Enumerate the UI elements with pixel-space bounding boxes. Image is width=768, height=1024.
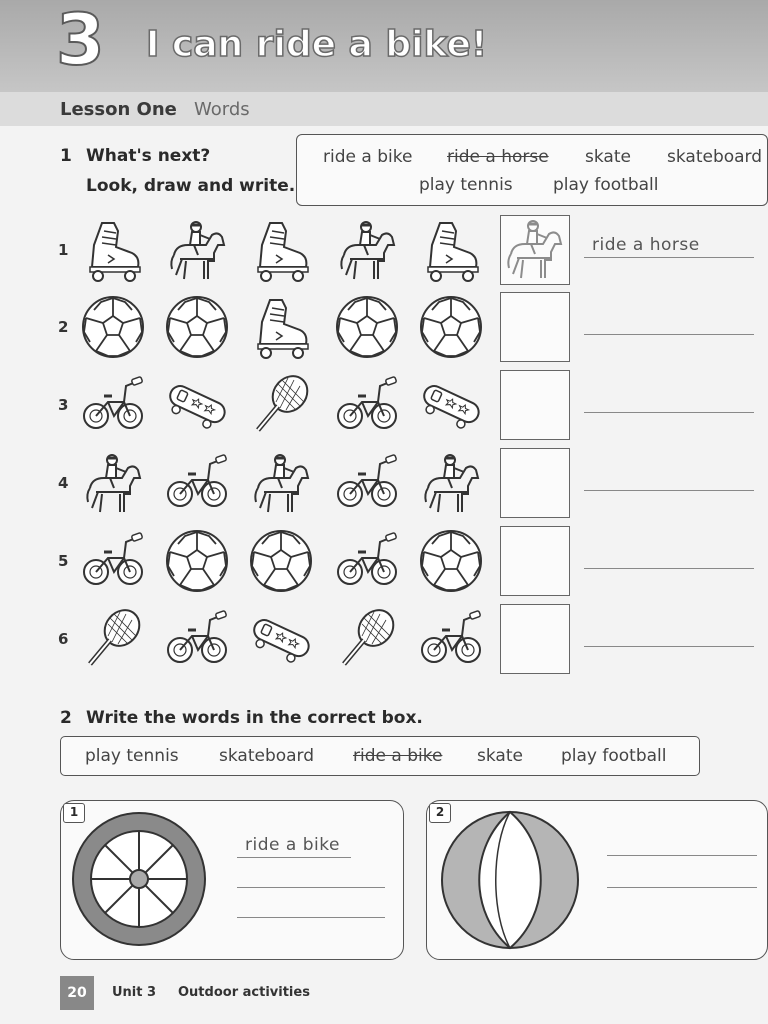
football-icon: [418, 528, 484, 594]
exercise-2-word-bank: [60, 736, 700, 776]
football-icon: [80, 294, 146, 360]
word-bank-item: skate: [477, 746, 523, 766]
skateboard-icon: [164, 372, 230, 438]
football-icon: [334, 294, 400, 360]
bike-icon: [334, 528, 400, 594]
horse-icon: [248, 450, 314, 516]
skate-icon: [248, 294, 314, 360]
skate-icon: [248, 217, 314, 283]
football-icon: [164, 294, 230, 360]
skate-icon: [418, 217, 484, 283]
row-number: 6: [58, 630, 69, 648]
row-number: 5: [58, 552, 69, 570]
row-number: 2: [58, 318, 69, 336]
skateboard-icon: [418, 372, 484, 438]
word-bank-item: skate: [585, 147, 631, 167]
skate-icon: [80, 217, 146, 283]
answer-line[interactable]: [607, 887, 757, 888]
answer-line[interactable]: [584, 334, 754, 335]
tennis-racket-icon: [80, 606, 146, 672]
horse-icon: [334, 217, 400, 283]
row-answer: ride a horse: [592, 235, 700, 255]
horse-icon: [80, 450, 146, 516]
card-answer: ride a bike: [245, 835, 340, 855]
word-bank-item: play football: [561, 746, 667, 766]
word-bank-item-struck: ride a bike: [353, 746, 443, 766]
answer-line[interactable]: [584, 490, 754, 491]
ball-icon: [439, 807, 581, 953]
football-icon: [164, 528, 230, 594]
bike-wheel-icon: [69, 809, 209, 949]
bike-icon: [334, 450, 400, 516]
card-number: 1: [63, 803, 85, 823]
word-bank-item: ride a bike: [323, 147, 413, 167]
exercise-1-instruction-line2: Look, draw and write.: [86, 176, 296, 196]
drawing-box[interactable]: [500, 370, 570, 440]
footer-topic: Outdoor activities: [178, 985, 310, 1000]
bike-icon: [164, 606, 230, 672]
skateboard-icon: [248, 606, 314, 672]
horse-icon: [418, 450, 484, 516]
drawing-box[interactable]: [500, 526, 570, 596]
footer-unit: Unit 3: [112, 985, 157, 1000]
word-bank-item: play football: [553, 175, 659, 195]
unit-title: I can ride a bike!: [146, 24, 488, 65]
horse-icon: [164, 217, 230, 283]
row-number: 3: [58, 396, 69, 414]
page-number: 20: [60, 976, 94, 1010]
word-bank-item: skateboard: [219, 746, 315, 766]
tennis-racket-icon: [334, 606, 400, 672]
drawing-box[interactable]: [500, 448, 570, 518]
row-number: 1: [58, 241, 69, 259]
row-number: 4: [58, 474, 69, 492]
answer-line[interactable]: [607, 855, 757, 856]
answer-line[interactable]: [237, 887, 385, 888]
exercise-1-number: 1: [60, 146, 72, 166]
exercise-1-instruction-line1: What's next?: [86, 146, 211, 166]
drawing-box[interactable]: [500, 292, 570, 362]
bike-icon: [418, 606, 484, 672]
football-icon: [248, 528, 314, 594]
bike-icon: [80, 372, 146, 438]
bike-icon: [164, 450, 230, 516]
exercise-2-card-2: [426, 800, 768, 960]
word-bank-item: play tennis: [419, 175, 513, 195]
answer-line[interactable]: [584, 412, 754, 413]
tennis-racket-icon: [248, 372, 314, 438]
answer-line[interactable]: [237, 917, 385, 918]
football-icon: [418, 294, 484, 360]
bike-icon: [334, 372, 400, 438]
lesson-label: Lesson One: [60, 99, 177, 120]
exercise-2-card-1: [60, 800, 404, 960]
drawing-box[interactable]: [500, 215, 570, 285]
answer-line[interactable]: [584, 646, 754, 647]
drawing-box[interactable]: [500, 604, 570, 674]
unit-number: 3: [56, 0, 105, 81]
card-number: 2: [429, 803, 451, 823]
exercise-1-word-bank: [296, 134, 768, 206]
word-bank-item: play tennis: [85, 746, 179, 766]
exercise-2-number: 2: [60, 708, 72, 728]
word-bank-item: skateboard: [667, 147, 763, 167]
lesson-subtitle: Words: [194, 99, 250, 120]
answer-line[interactable]: [237, 857, 351, 858]
word-bank-item-struck: ride a horse: [447, 147, 549, 167]
bike-icon: [80, 528, 146, 594]
answer-line[interactable]: [584, 257, 754, 258]
exercise-2-instruction: Write the words in the correct box.: [86, 708, 423, 728]
answer-line[interactable]: [584, 568, 754, 569]
